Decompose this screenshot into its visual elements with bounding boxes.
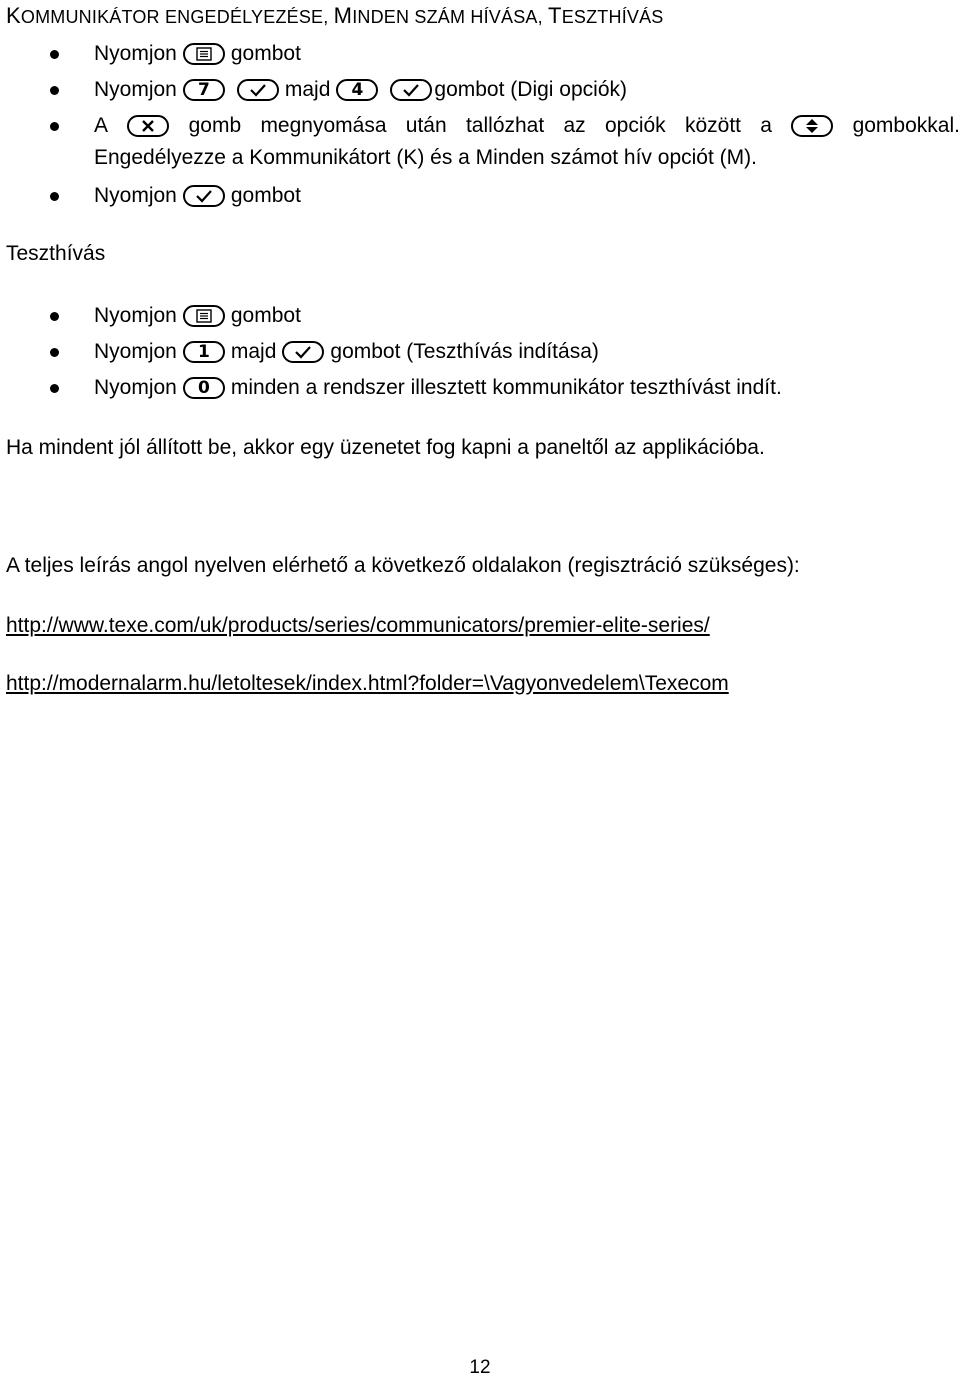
heading-rest-3: ESZTHÍVÁS <box>561 7 664 27</box>
bullet-icon <box>50 384 59 393</box>
item-text: minden a rendszer illesztett kommunikátor teszthívást indít. <box>230 376 782 399</box>
check-key-icon <box>183 185 225 207</box>
cancel-key-icon <box>127 115 169 137</box>
menu-key-icon <box>183 43 225 65</box>
bullet-icon <box>50 192 59 201</box>
item-text: gombot <box>230 42 301 65</box>
list-item <box>50 180 301 212</box>
heading-rest-2: INDEN SZÁM HÍVÁSA, <box>352 7 549 27</box>
item-text: gombot (Teszthívás indítása) <box>330 340 599 363</box>
justified-line <box>94 110 960 142</box>
body-paragraph: Ha mindent jól állított be, akkor egy üzenetet fog kapni a paneltől az applikációba. <box>6 436 765 459</box>
word: A <box>94 114 109 137</box>
bullet-icon <box>50 86 59 95</box>
item-text: majd <box>284 78 331 101</box>
list-item <box>50 372 782 404</box>
heading-cap-1: K <box>6 3 21 28</box>
heading-cap-2: M <box>333 3 353 28</box>
word: tallózhat <box>465 114 545 137</box>
item-text: majd <box>230 340 277 363</box>
word: opciók <box>604 114 666 137</box>
word: az <box>563 114 586 137</box>
item-text: Nyomjon <box>94 376 177 399</box>
list-item <box>50 300 301 332</box>
bullet-icon <box>50 50 59 59</box>
body-paragraph: A teljes leírás angol nyelven elérhető a következő oldalakon (regisztráció szükséges): <box>6 554 800 577</box>
digit-key-icon: 1 <box>183 341 225 363</box>
item-text: Nyomjon <box>94 184 177 207</box>
list-item <box>50 336 599 368</box>
word: között <box>684 114 741 137</box>
check-key-icon <box>390 79 432 101</box>
item-text: Nyomjon <box>94 42 177 65</box>
word: gomb <box>188 114 242 137</box>
item-text: Nyomjon <box>94 304 177 327</box>
item-text: gombot <box>230 304 301 327</box>
digit-key-icon: 4 <box>336 79 378 101</box>
bullet-icon <box>50 122 59 131</box>
page-number: 12 <box>469 1357 491 1378</box>
item-text: Nyomjon <box>94 78 177 101</box>
word: a <box>760 114 772 137</box>
bullet-icon <box>50 348 59 357</box>
subheading: Teszthívás <box>6 242 106 265</box>
bullet-icon <box>50 312 59 321</box>
item-continuation: Engedélyezze a Kommunikátort (K) és a Minden számot hív opciót (M). <box>94 146 757 169</box>
word: után <box>405 114 447 137</box>
check-key-icon <box>282 341 324 363</box>
list-item <box>50 38 301 70</box>
item-text: gombot (Digi opciók) <box>434 78 627 101</box>
word: megnyomása <box>260 114 387 137</box>
menu-key-icon <box>183 305 225 327</box>
check-key-icon <box>237 79 279 101</box>
list-item <box>50 74 627 106</box>
item-text: Nyomjon <box>94 340 177 363</box>
digit-key-icon: 0 <box>183 377 225 399</box>
heading-rest-1: OMMUNIKÁTOR ENGEDÉLYEZÉSE, <box>20 7 334 27</box>
scroll-key-icon <box>791 115 833 137</box>
modernalarm-link[interactable]: http://modernalarm.hu/letoltesek/index.html?folder=\Vagyonvedelem\Texecom <box>6 672 729 695</box>
item-text: gombot <box>230 184 301 207</box>
heading-cap-3: T <box>548 3 562 28</box>
texecom-link[interactable]: http://www.texe.com/uk/products/series/communicators/premier-elite-series/ <box>6 614 710 637</box>
digit-key-icon: 7 <box>183 79 225 101</box>
section-heading <box>6 3 664 29</box>
word: gombokkal. <box>852 114 960 137</box>
